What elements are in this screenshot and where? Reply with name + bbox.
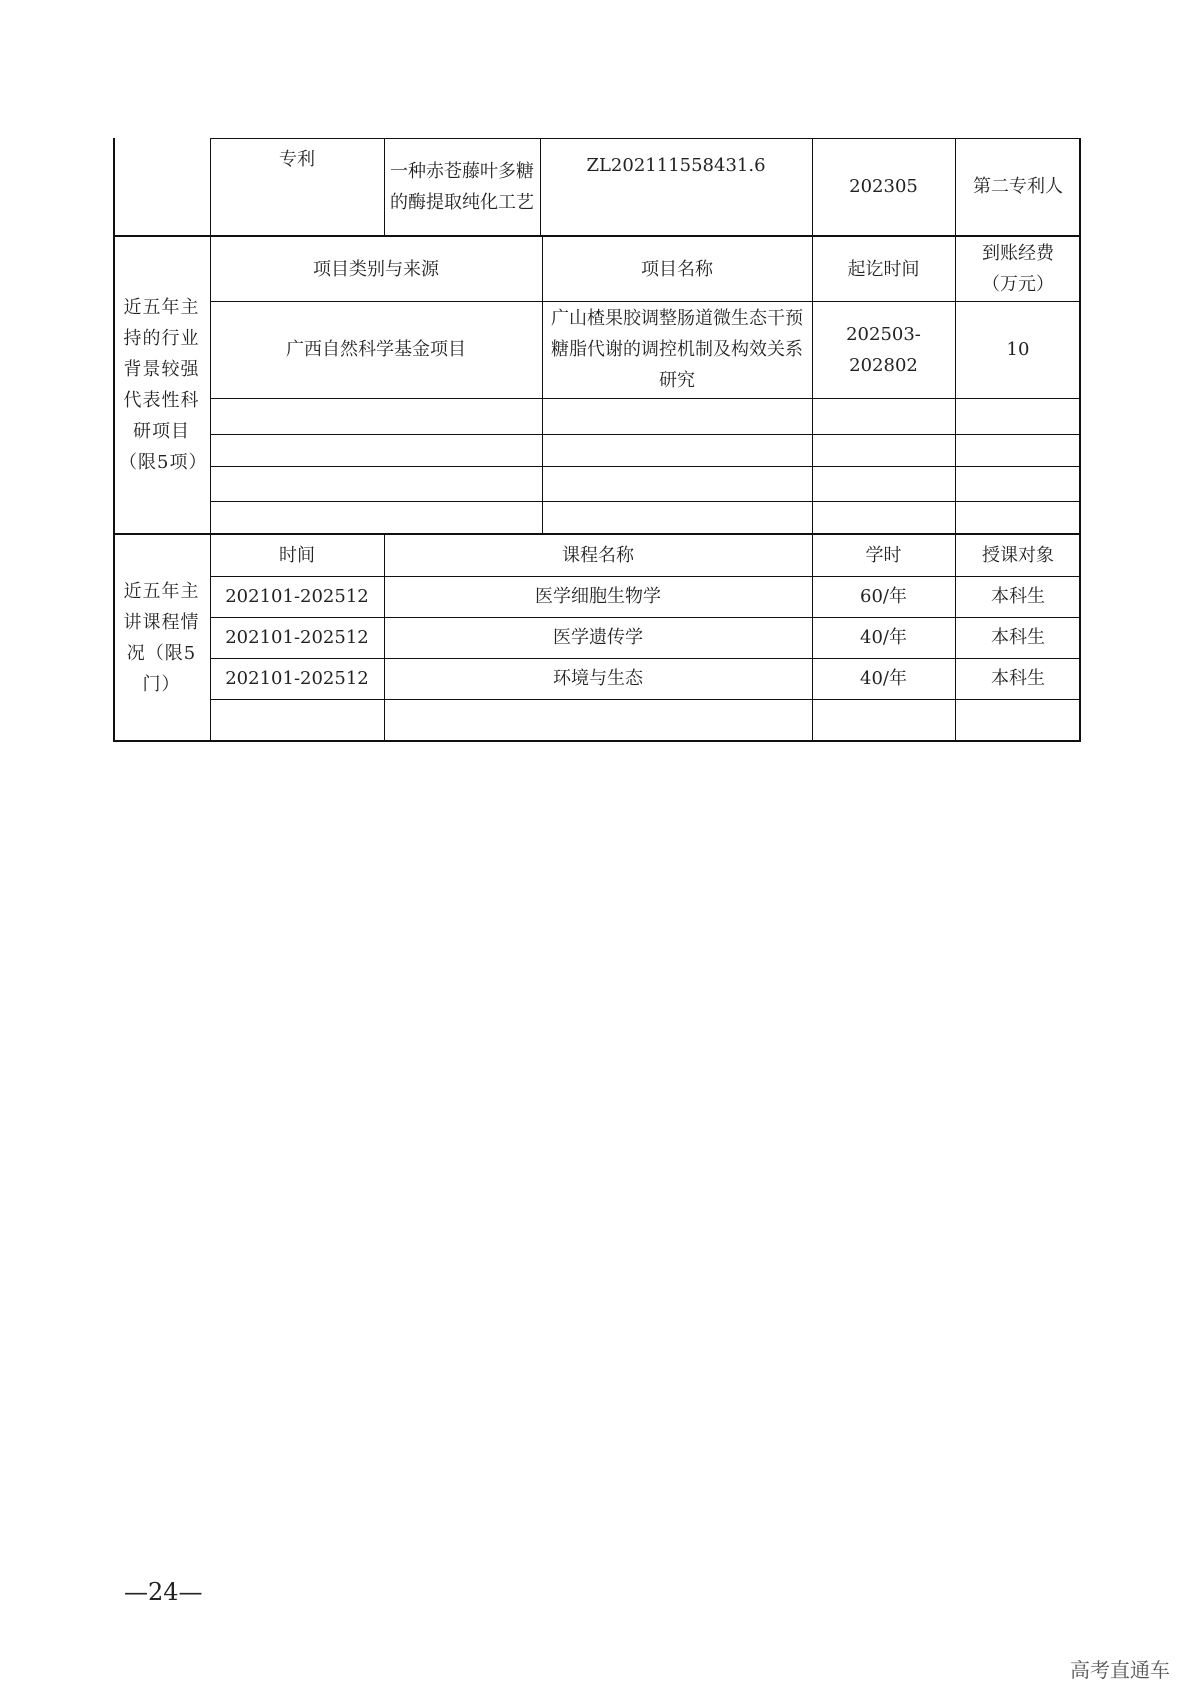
course-hours: 40/年 [860,627,907,648]
projects-header-funding: 到账经费（万元） [982,243,1054,295]
course-name: 环境与生态 [553,668,643,689]
patent-role: 第二专利人 [973,176,1063,197]
courses-header-hours: 学时 [865,545,902,566]
patent-number: ZL202111558431.6 [586,155,766,176]
course-name: 医学遗传学 [553,627,643,648]
course-hours: 60/年 [860,586,907,607]
patent-name: 一种赤苍藤叶多糖的酶提取纯化工艺 [390,160,534,213]
projects-header-period: 起讫时间 [847,258,920,280]
project-source: 广西自然科学基金项目 [286,339,466,360]
projects-header-name: 项目名称 [641,258,713,280]
project-period: 202503-202802 [846,323,921,376]
course-audience: 本科生 [991,668,1045,689]
patent-block [113,138,1081,235]
project-name: 广山楂果胶调整肠道微生态干预糖脂代谢的调控机制及构效关系研究 [551,308,803,391]
projects-header-source: 项目类别与来源 [313,258,439,280]
course-hours: 40/年 [860,668,907,689]
courses-header-time: 时间 [279,545,315,566]
course-time: 202101-202512 [225,627,369,648]
projects-block [113,237,1081,533]
courses-block [113,535,1081,740]
projects-section-label: 近五年主持的行业背景较强代表性科研项目（限5项） [119,297,208,473]
course-time: 202101-202512 [225,586,369,607]
watermark-text: 高考直通车 [1070,1658,1170,1682]
table-border-bottom [113,740,1081,742]
course-name: 医学细胞生物学 [535,586,661,607]
courses-header-audience: 授课对象 [982,545,1054,566]
project-funding: 10 [1006,339,1030,360]
page-number: —24— [124,1578,203,1606]
form-table [113,138,1081,742]
course-time: 202101-202512 [225,668,369,689]
patent-type: 专利 [279,149,315,170]
patent-date: 202305 [849,176,918,197]
courses-header-name: 课程名称 [562,545,634,566]
course-audience: 本科生 [991,586,1045,607]
courses-section-label: 近五年主讲课程情况（限5门） [123,580,200,695]
course-audience: 本科生 [991,627,1045,648]
